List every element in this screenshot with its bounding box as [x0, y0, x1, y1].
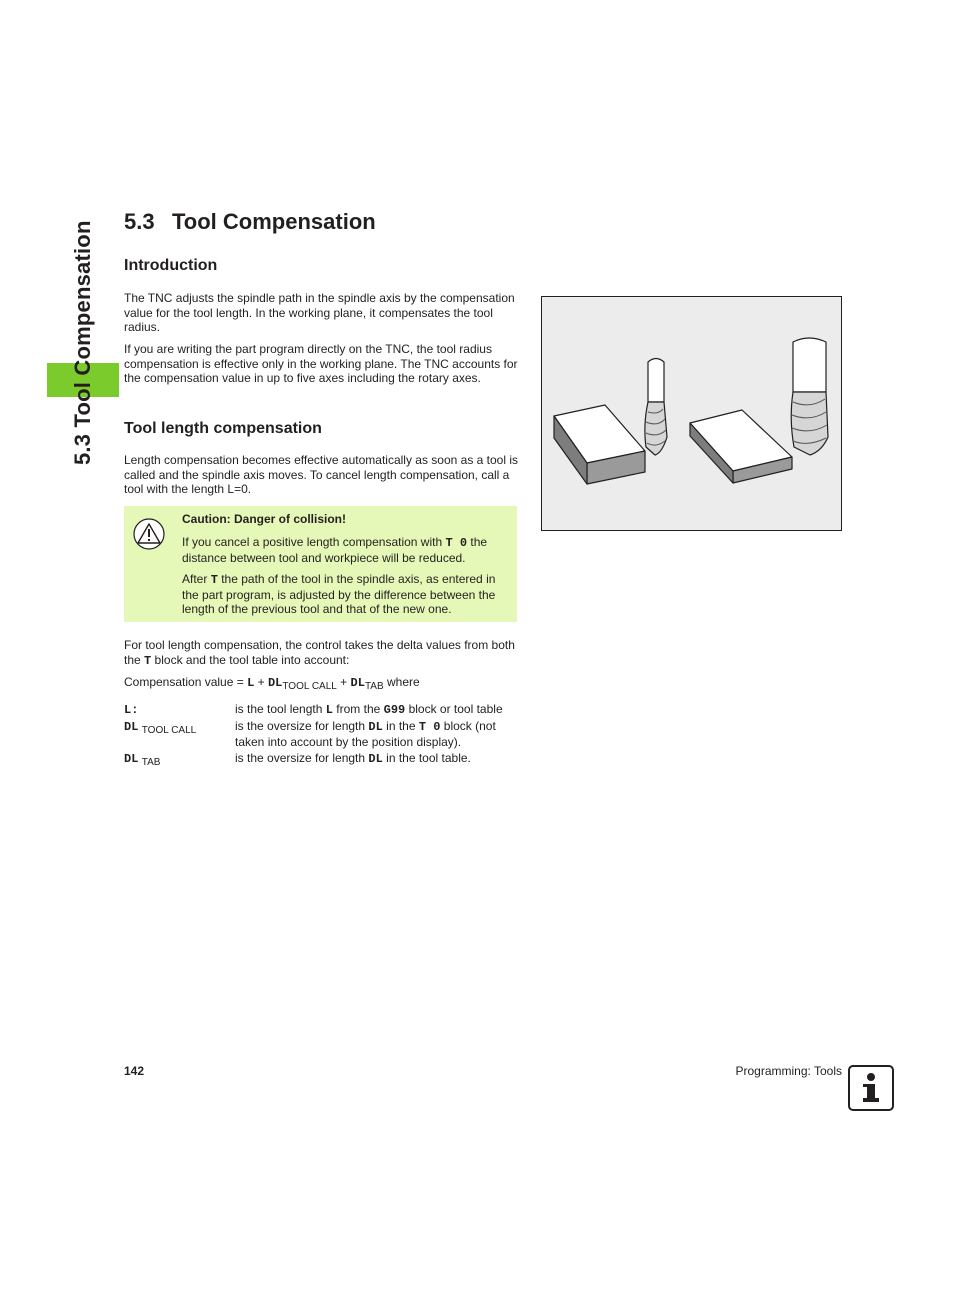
section-title: Tool Compensation	[172, 209, 376, 234]
introduction-paragraph-2: If you are writing the part program directly on the TNC, the tool radius compensation is effective only in the working plane. The TNC accounts for the compensation value in up to five axes including the rotary axes.	[124, 342, 518, 385]
delta-values-paragraph: For tool length compensation, the control takes the delta values from both the T block and the tool table into account:	[124, 638, 515, 668]
definition-description: is the oversize for length DL in the T 0 block (not taken into account by the position display).	[235, 719, 496, 749]
length-compensation-heading: Tool length compensation	[124, 420, 322, 437]
end-mill-flutes-2	[791, 392, 828, 455]
caution-box	[124, 506, 517, 622]
warning-triangle-icon	[133, 518, 165, 550]
length-compensation-paragraph: Length compensation becomes effective automatically as soon as a tool is called and the spindle axis moves. To cancel length compensation, call a tool with the length L=0.	[124, 453, 519, 496]
definition-term: DL $_{TOOL CALL}$	[124, 720, 197, 736]
definition-description: is the tool length L from the G99 block or tool table	[235, 702, 503, 717]
footer-section-title: Programming: Tools	[735, 1064, 842, 1078]
section-number: 5.3	[124, 209, 155, 234]
page-number: 142	[124, 1064, 145, 1078]
definition-term: L:	[124, 703, 139, 717]
sidebar-section-title: 5.3 Tool Compensation	[70, 220, 95, 465]
caution-title: Caution: Danger of collision!	[182, 512, 346, 526]
compensation-formula: Compensation value = $L + DL_{TOOL CALL} + DL_{TAB}$ where	[124, 675, 420, 692]
end-mill-shank	[648, 359, 664, 403]
short-tool-group	[554, 359, 667, 485]
end-mill-flutes	[645, 402, 667, 455]
info-icon	[848, 1065, 894, 1111]
end-mill-shank-2	[793, 338, 826, 392]
introduction-paragraph-1: The TNC adjusts the spindle path in the spindle axis by the compensation value for the tool length. In the working plane, it compensates the tool radius.	[124, 291, 515, 334]
definition-term: DL $_{TAB}$	[124, 752, 161, 768]
workpiece-and-tools-drawing	[542, 297, 841, 530]
introduction-heading: Introduction	[124, 257, 218, 274]
tool-length-illustration	[541, 296, 842, 531]
page-title	[124, 209, 376, 235]
long-tool-group	[690, 338, 828, 483]
caution-paragraph-1: If you cancel a positive length compensation with T 0 the distance between tool and workpiece will be reduced.	[182, 535, 488, 565]
definition-description: is the oversize for length DL in the tool table.	[235, 751, 471, 766]
caution-paragraph-2: After T the path of the tool in the spindle axis, as entered in the part program, is adjusted by the difference between the length of the previous tool and that of the new one.	[182, 572, 496, 616]
